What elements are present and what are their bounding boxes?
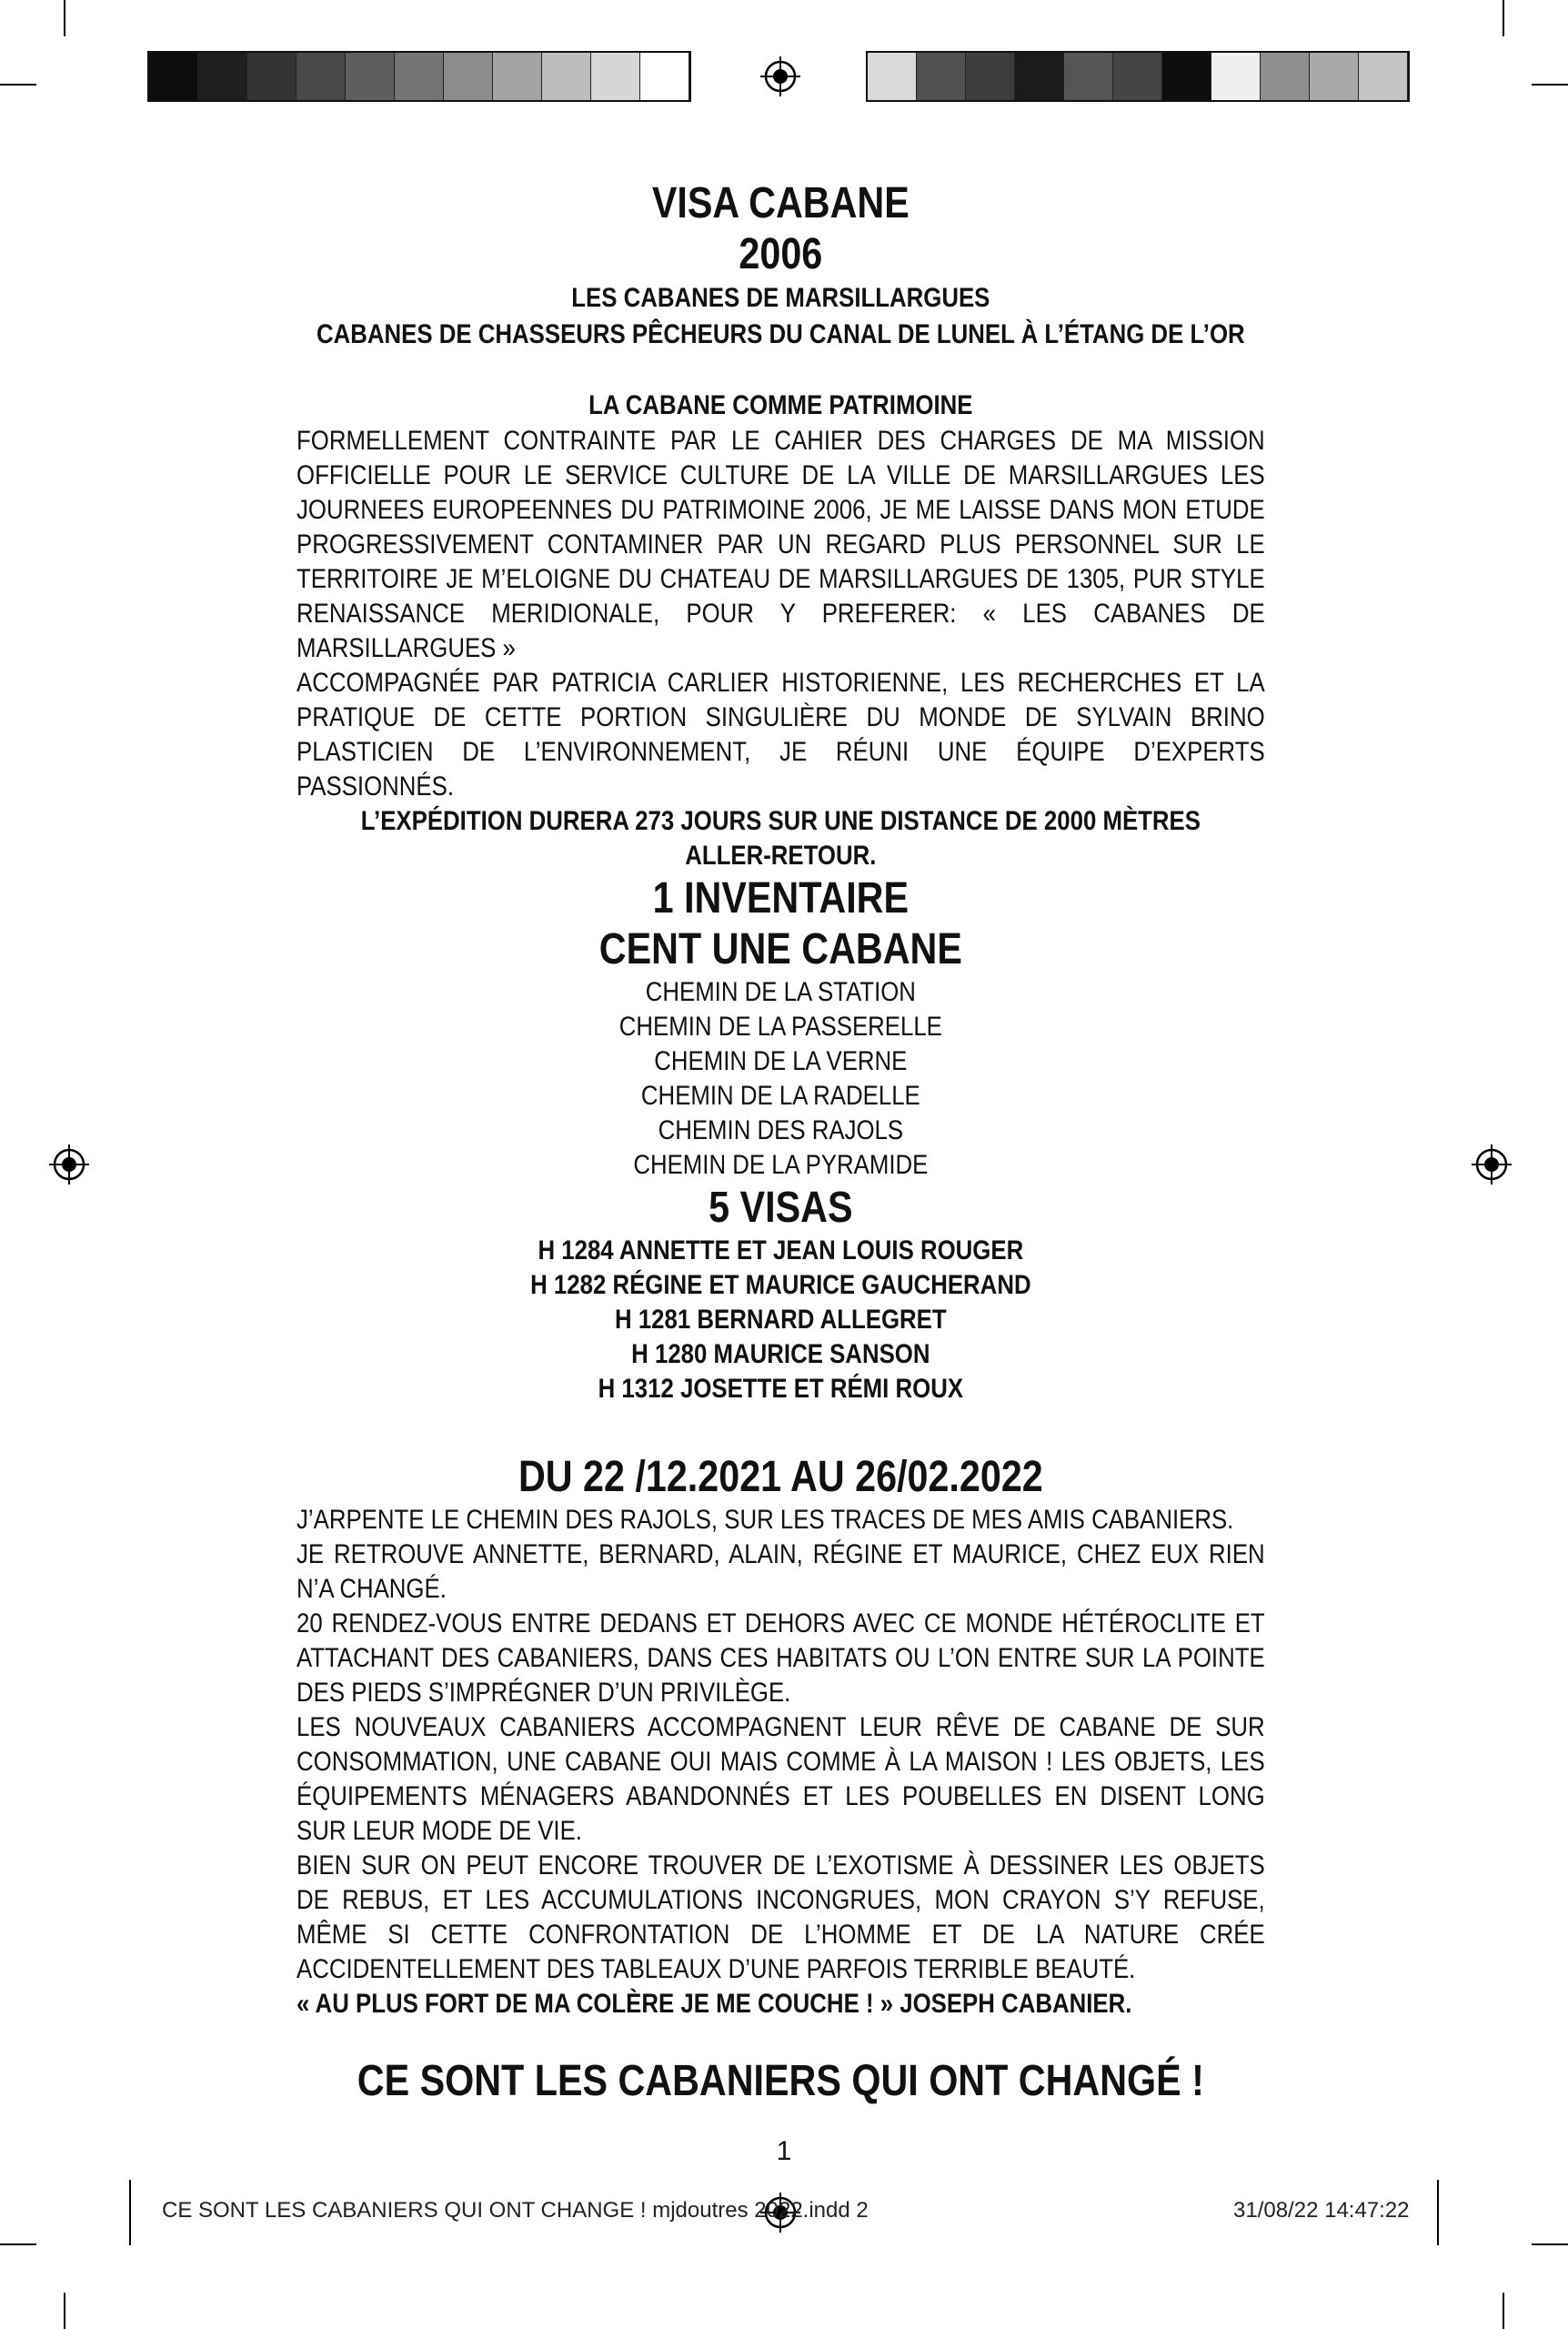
- crop-mark: [0, 2243, 36, 2245]
- list-item: CHEMIN DE LA VERNE: [654, 1046, 908, 1076]
- color-swatch: [247, 53, 297, 100]
- page-number: 1: [776, 2136, 792, 2166]
- crop-mark: [0, 84, 36, 86]
- document-year: 2006: [739, 230, 823, 278]
- file-slug: CE SONT LES CABANIERS QUI ONT CHANGE ! mjdoutres 2022.indd 2: [162, 2198, 869, 2223]
- closing-heading: CE SONT LES CABANIERS QUI ONT CHANGÉ !: [357, 2057, 1204, 2105]
- color-swatch: [1211, 53, 1261, 100]
- inventory-heading: CENT UNE CABANE: [598, 925, 962, 973]
- list-item: CHEMIN DE LA PASSERELLE: [618, 1012, 942, 1042]
- crop-mark: [1532, 84, 1568, 86]
- list-item: H 1284 ANNETTE ET JEAN LOUIS ROUGER: [538, 1235, 1024, 1265]
- color-swatch: [1015, 53, 1064, 100]
- registration-mark-icon: [760, 56, 800, 96]
- registration-mark-icon: [1472, 1144, 1512, 1185]
- crop-mark: [64, 2293, 65, 2329]
- color-swatch: [1310, 53, 1359, 100]
- list-item: H 1312 JOSETTE ET RÉMI ROUX: [598, 1374, 964, 1404]
- color-swatch: [1113, 53, 1162, 100]
- expedition-line: L’EXPÉDITION DURERA 273 JOURS SUR UNE DISTANCE DE 2000 MÈTRES: [360, 806, 1201, 836]
- color-swatch: [1162, 53, 1211, 100]
- color-swatch: [591, 53, 640, 100]
- document-title: VISA CABANE: [651, 179, 910, 227]
- color-swatch: [640, 53, 689, 100]
- document-body: [297, 178, 1265, 2107]
- color-swatch: [1359, 53, 1408, 100]
- color-swatch: [493, 53, 542, 100]
- expedition-line: ALLER-RETOUR.: [685, 841, 877, 871]
- color-swatch: [149, 53, 198, 100]
- crop-mark: [1437, 2180, 1439, 2245]
- list-item: CHEMIN DES RAJOLS: [658, 1115, 904, 1145]
- color-swatch: [868, 53, 917, 100]
- list-item: H 1280 MAURICE SANSON: [631, 1339, 930, 1369]
- list-item: CHEMIN DE LA RADELLE: [640, 1081, 920, 1111]
- color-swatch: [297, 53, 346, 100]
- color-swatch: [542, 53, 591, 100]
- color-swatch: [1261, 53, 1310, 100]
- crop-mark: [1532, 2243, 1568, 2245]
- color-swatch: [1064, 53, 1113, 100]
- list-item: CHEMIN DE LA PYRAMIDE: [633, 1150, 929, 1180]
- paragraph: FORMELLEMENT CONTRAINTE PAR LE CAHIER DES CHARGES DE MA MISSION OFFICIELLE POUR LE SERVICE CULTURE DE LA VILLE DE MARSILLARGUES LES JOURNEES EUROPEENNES DU PATRIMOINE 2006, JE ME LAISSE DANS MON ETUDE PROGRESSIVEMENT CONTAMINER PAR UN REGARD PLUS PERSONNEL SUR LE TERRITOIRE JE M’ELOIGNE DU CHATEAU DE MARSILLARGUES DE 1305, PUR STYLE RENAISSANCE MERIDIONALE, POUR Y PREFERER: « LES CABANES DE MARSILLARGUES »: [297, 426, 1265, 663]
- document-subtitle: LES CABANES DE MARSILLARGUES: [571, 283, 990, 313]
- color-swatch: [966, 53, 1015, 100]
- color-swatch: [198, 53, 247, 100]
- list-item: CHEMIN DE LA STATION: [645, 977, 916, 1007]
- registration-mark-icon: [49, 1144, 89, 1185]
- paragraph: ACCOMPAGNÉE PAR PATRICIA CARLIER HISTORIENNE, LES RECHERCHES ET LA PRATIQUE DE CETTE PORTION SINGULIÈRE DU MONDE DE SYLVAIN BRINO PLASTICIEN DE L’ENVIRONNEMENT, JE RÉUNI UNE ÉQUIPE D’EXPERTS PASSIONNÉS.: [297, 668, 1265, 802]
- color-swatch: [346, 53, 395, 100]
- document-subtitle: CABANES DE CHASSEURS PÊCHEURS DU CANAL DE LUNEL À L’ÉTANG DE L’OR: [317, 319, 1245, 349]
- crop-mark: [64, 0, 65, 36]
- paragraph: BIEN SUR ON PEUT ENCORE TROUVER DE L’EXOTISME À DESSINER LES OBJETS DE REBUS, ET LES ACCUMULATIONS INCONGRUES, MON CRAYON S’Y REFUSE, MÊME SI CETTE CONFRONTATION DE L’HOMME ET DE LA NATURE CRÉE ACCIDENTELLEMENT DES TABLEAUX D’UNE PARFOIS TERRIBLE BEAUTÉ.: [297, 1850, 1265, 1984]
- visas-heading: 5 VISAS: [709, 1184, 853, 1232]
- list-item: H 1282 RÉGINE ET MAURICE GAUCHERAND: [530, 1270, 1031, 1300]
- inventory-heading: 1 INVENTAIRE: [652, 874, 910, 923]
- color-swatch: [917, 53, 966, 100]
- color-bar-right: [866, 51, 1410, 102]
- dates-heading: DU 22 /12.2021 AU 26/02.2022: [518, 1453, 1043, 1501]
- crop-mark: [1503, 0, 1504, 36]
- paragraph: LES NOUVEAUX CABANIERS ACCOMPAGNENT LEUR RÊVE DE CABANE DE SUR CONSOMMATION, UNE CABANE OUI MAIS COMME À LA MAISON ! LES OBJETS, LES ÉQUIPEMENTS MÉNAGERS ABANDONNÉS ET LES POUBELLES EN DISENT LONG SUR LEUR MODE DE VIE.: [297, 1712, 1265, 1846]
- color-bar-left: [147, 51, 691, 102]
- list-item: H 1281 BERNARD ALLEGRET: [615, 1305, 947, 1335]
- paragraph: JE RETROUVE ANNETTE, BERNARD, ALAIN, RÉGINE ET MAURICE, CHEZ EUX RIEN N’A CHANGÉ.: [297, 1539, 1265, 1604]
- color-swatch: [395, 53, 444, 100]
- crop-mark: [129, 2180, 131, 2245]
- paragraph: 20 RENDEZ-VOUS ENTRE DEDANS ET DEHORS AVEC CE MONDE HÉTÉROCLITE ET ATTACHANT DES CABANIERS, DANS CES HABITATS OU L’ON ENTRE SUR LA POINTE DES PIEDS S’IMPRÉGNER D’UN PRIVILÈGE.: [297, 1608, 1265, 1708]
- crop-mark: [1503, 2293, 1504, 2329]
- quote: « AU PLUS FORT DE MA COLÈRE JE ME COUCHE ! » JOSEPH CABANIER.: [297, 1989, 1132, 2019]
- color-swatch: [444, 53, 493, 100]
- paragraph: J’ARPENTE LE CHEMIN DES RAJOLS, SUR LES TRACES DE MES AMIS CABANIERS.: [297, 1505, 1234, 1535]
- print-timestamp: 31/08/22 14:47:22: [1233, 2198, 1410, 2223]
- section-heading: LA CABANE COMME PATRIMOINE: [588, 390, 973, 420]
